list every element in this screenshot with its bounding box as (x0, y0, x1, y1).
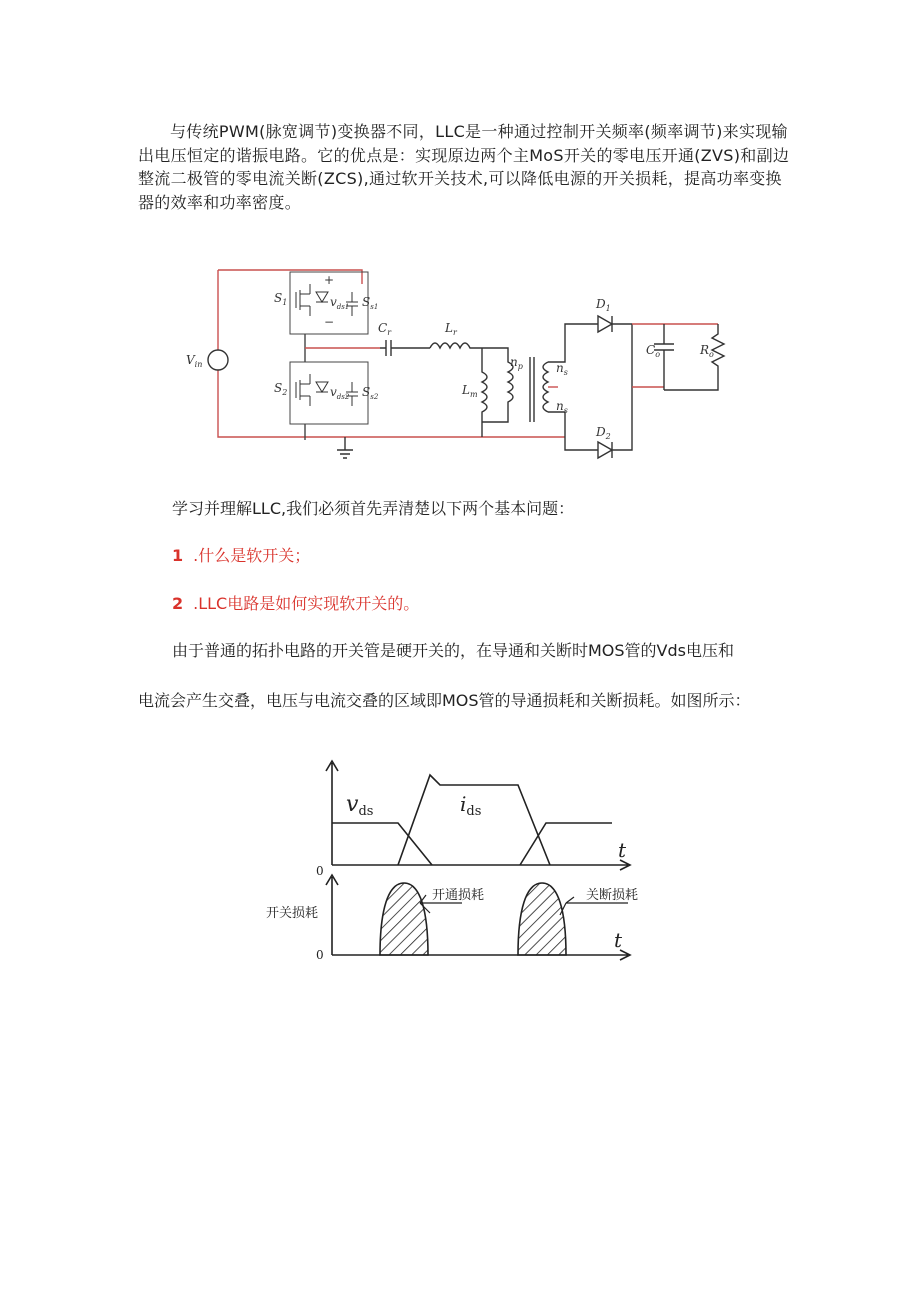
t-label-bottom: t (614, 928, 623, 952)
intro-paragraph: 与传统PWM(脉宽调节)变换器不同，LLC是一种通过控制开关频率(频率调节)来实现输出电压恒定的谐振电路。它的优点是：实现原边两个主MoS开关的零电压开通(ZVS)和副边整流二极管的零电流关断(ZCS),通过软开关技术,可以降低电源的开关损耗，提高功率变换器的效率和功率密度。 (138, 122, 790, 212)
lm-label: $L_m$ (462, 383, 478, 399)
co-label: $C_o$ (646, 343, 661, 359)
question-2-text: .LLC电路是如何实现软开关的。 (193, 594, 420, 613)
vin-label: $V_{in}$ (186, 353, 203, 369)
turn-on-loss-area (380, 883, 428, 955)
cr-label: $C_r$ (378, 321, 392, 337)
s1-label: $S_1$ (274, 291, 288, 307)
turn-on-loss-label: 开通损耗 (432, 888, 485, 903)
ns2-label: $n_s$ (556, 399, 568, 415)
vds2-label: $v_{ds2}$ (330, 385, 350, 401)
question-1-num: 1 (172, 546, 184, 565)
vds-label: vds (346, 792, 374, 819)
switch-loss-label: 开关损耗 (266, 906, 319, 921)
np-label: $n_p$ (510, 355, 523, 371)
d1-label: $D_1$ (596, 297, 611, 313)
llc-circuit-diagram (0, 262, 920, 472)
question-intro: 学习并理解LLC,我们必须首先弄清楚以下两个基本问题： (172, 499, 575, 518)
lr-label: $L_r$ (445, 321, 457, 337)
vds1-label: $v_{ds1}$ (330, 295, 350, 311)
turn-off-loss-label: 关断损耗 (586, 888, 639, 903)
minus-sign: − (324, 315, 335, 329)
t-label-top: t (618, 838, 627, 862)
plus-sign: + (324, 273, 335, 287)
cs2-label: $S_{s2}$ (362, 385, 379, 401)
cs1-label: $S_{s1}$ (362, 295, 379, 311)
ro-label: $R_o$ (700, 343, 714, 359)
question-1-text: .什么是软开关； (193, 546, 311, 565)
switching-loss-waveform (0, 755, 920, 975)
ns1-label: $n_s$ (556, 361, 568, 377)
zero-label-top: 0 (316, 864, 324, 878)
turn-off-loss-area (518, 883, 566, 955)
hard-switch-line-2: 电流会产生交叠，电压与电流交叠的区域即MOS管的导通损耗和关断损耗。如图所示： (138, 691, 751, 710)
hard-switch-line-1: 由于普通的拓扑电路的开关管是硬开关的，在导通和关断时MOS管的Vds电压和 (172, 641, 734, 660)
zero-label-bottom: 0 (316, 948, 324, 962)
question-1 (172, 545, 310, 567)
s2-label: $S_2$ (274, 381, 288, 397)
question-2-num: 2 (172, 594, 184, 613)
ids-label: $i_{ds}$ (460, 792, 482, 819)
d2-label: $D_2$ (596, 425, 611, 441)
question-2 (172, 593, 419, 615)
